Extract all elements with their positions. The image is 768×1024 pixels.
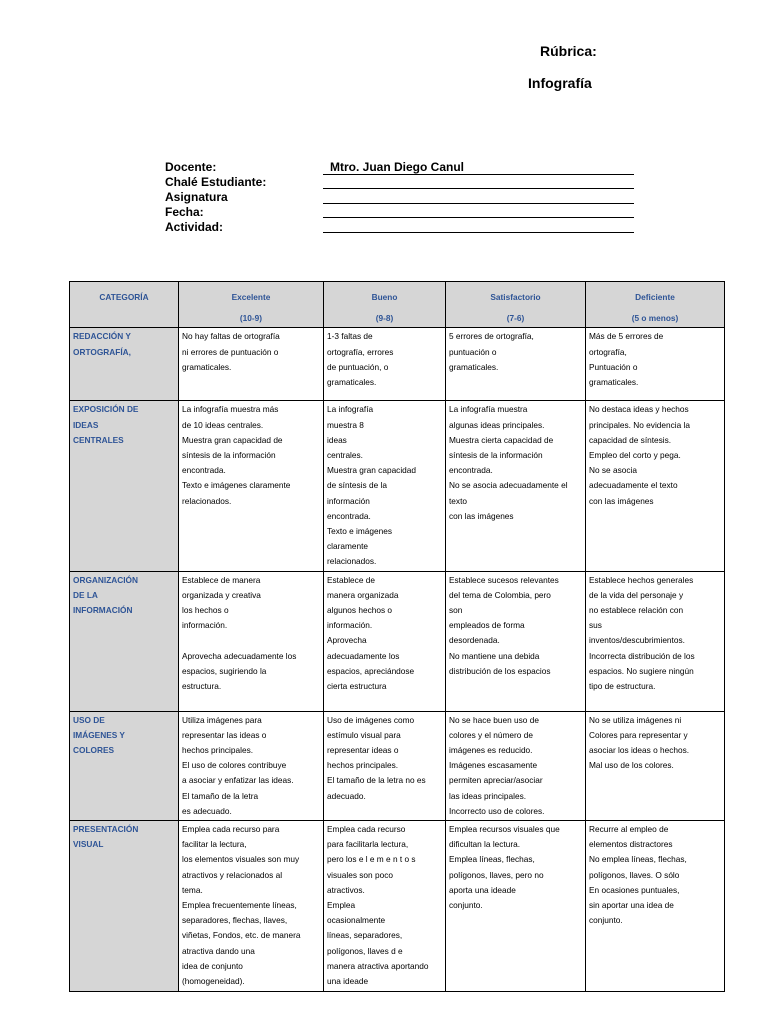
criteria-line: polígonos, llaves. O sólo xyxy=(589,869,680,880)
criteria-cell-deficiente xyxy=(586,571,725,711)
criteria-line: Incorrecta distribución de los xyxy=(589,650,695,661)
criteria-line: del tema de Colombia, pero xyxy=(449,589,551,600)
criteria-line: Incorrecto uso de colores. xyxy=(449,805,545,816)
criteria-line: imágenes es reducido. xyxy=(449,745,533,756)
category-line: IDEAS xyxy=(73,419,99,430)
criteria-line: gramaticales. xyxy=(449,361,499,372)
criteria-line: pero los e l e m e n t o s xyxy=(327,854,416,865)
rubric-row xyxy=(70,328,725,401)
criteria-line: viñetas, Fondos, etc. de manera xyxy=(182,930,301,941)
criteria-line: algunos hechos o xyxy=(327,605,393,616)
criteria-line: Empleo del corto y pega. xyxy=(589,450,681,461)
criteria-line: asociar los ideas o hechos. xyxy=(589,745,690,756)
criteria-line: ni errores de puntuación o xyxy=(182,346,279,357)
criteria-line: Establece de xyxy=(327,574,375,585)
criteria-line: síntesis de la información xyxy=(182,450,276,461)
criteria-line: ocasionalmente xyxy=(327,915,386,926)
criteria-line: Muestra cierta capacidad de xyxy=(449,434,554,445)
criteria-line: información xyxy=(327,495,370,506)
category-line: INFORMACIÓN xyxy=(73,605,133,616)
criteria-cell-excelente xyxy=(179,401,324,571)
criteria-line: Emplea recursos visuales que xyxy=(449,824,560,835)
criteria-line: con las imágenes xyxy=(589,495,654,506)
rubric-table xyxy=(69,281,725,992)
criteria-cell-bueno xyxy=(324,711,446,820)
criteria-line: gramaticales. xyxy=(327,377,377,388)
criteria-line: sin aportar una idea de xyxy=(589,900,674,911)
rubric-row xyxy=(70,401,725,571)
criteria-line: No emplea líneas, flechas, xyxy=(589,854,687,865)
category-line: PRESENTACIÓN xyxy=(73,824,139,835)
criteria-line: En ocasiones puntuales, xyxy=(589,884,680,895)
criteria-cell-bueno xyxy=(324,571,446,711)
teacher-name: Mtro. Juan Diego Canul xyxy=(330,160,465,174)
criteria-line: distribución de los espacios xyxy=(449,665,551,676)
criteria-line: a asociar y enfatizar las ideas. xyxy=(182,775,294,786)
label-actividad: Actividad: xyxy=(165,220,224,234)
criteria-line: texto xyxy=(449,495,467,506)
criteria-cell-bueno xyxy=(324,821,446,992)
criteria-line: desordenada. xyxy=(449,635,500,646)
criteria-line: adecuadamente los xyxy=(327,650,400,661)
criteria-line: son xyxy=(449,605,463,616)
criteria-line: síntesis de la información xyxy=(449,450,543,461)
asignatura-line xyxy=(323,203,634,204)
criteria-cell-deficiente xyxy=(586,711,725,820)
criteria-line: atractivos y relacionados al xyxy=(182,869,283,880)
criteria-line: representar ideas o xyxy=(327,745,399,756)
category-line: USO DE xyxy=(73,714,105,725)
criteria-line: atractivos. xyxy=(327,884,365,895)
header-excelente: Excelente (10-9) xyxy=(179,282,324,328)
criteria-line: Emplea xyxy=(327,900,356,911)
criteria-line: puntuación o xyxy=(449,346,497,357)
label-fecha: Fecha: xyxy=(165,205,204,219)
criteria-line: elementos distractores xyxy=(589,839,673,850)
criteria-line: Aprovecha adecuadamente los xyxy=(182,650,297,661)
criteria-line: El tamaño de la letra no es xyxy=(327,775,426,786)
criteria-line: idea de conjunto xyxy=(182,960,243,971)
criteria-line: adecuado. xyxy=(327,790,366,801)
criteria-line xyxy=(182,633,320,648)
category-cell xyxy=(70,401,179,571)
criteria-line: de la vida del personaje y xyxy=(589,589,684,600)
criteria-cell-excelente xyxy=(179,711,324,820)
actividad-line xyxy=(323,232,634,233)
criteria-line: Emplea cada recurso para xyxy=(182,824,280,835)
criteria-cell-deficiente xyxy=(586,821,725,992)
criteria-line: representar las ideas o xyxy=(182,729,267,740)
category-line: COLORES xyxy=(73,745,115,756)
category-line: ORGANIZACIÓN xyxy=(73,574,138,585)
criteria-line: conjunto. xyxy=(449,900,483,911)
header-bueno: Bueno (9-8) xyxy=(324,282,446,328)
criteria-line: Texto e imágenes xyxy=(327,526,393,537)
criteria-cell-satisfactorio xyxy=(446,401,586,571)
rubric-row xyxy=(70,821,725,992)
criteria-line: ortografía, xyxy=(589,346,627,357)
criteria-line: Uso de imágenes como xyxy=(327,714,415,725)
criteria-line: Utiliza imágenes para xyxy=(182,714,262,725)
criteria-line: visuales son poco xyxy=(327,869,393,880)
criteria-line: ideas xyxy=(327,434,347,445)
criteria-line: Emplea frecuentemente líneas, xyxy=(182,900,297,911)
criteria-line: No se hace buen uso de xyxy=(449,714,539,725)
criteria-line: gramaticales. xyxy=(182,361,232,372)
criteria-line: Aprovecha xyxy=(327,635,367,646)
criteria-line: ortografía, errores xyxy=(327,346,394,357)
criteria-line: de 10 ideas centrales. xyxy=(182,419,264,430)
criteria-line: tema. xyxy=(182,884,203,895)
criteria-line: Mal uso de los colores. xyxy=(589,760,674,771)
rubric-row xyxy=(70,571,725,711)
criteria-line: Más de 5 errores de xyxy=(589,331,664,342)
criteria-line: líneas, separadores, xyxy=(327,930,403,941)
criteria-line: tipo de estructura. xyxy=(589,681,656,692)
header-satisfactorio: Satisfactorio (7-6) xyxy=(446,282,586,328)
category-line: IMÁGENES Y xyxy=(73,729,125,740)
criteria-cell-excelente xyxy=(179,571,324,711)
criteria-line: Establece sucesos relevantes xyxy=(449,574,559,585)
category-cell xyxy=(70,328,179,401)
criteria-line: hechos principales. xyxy=(182,745,254,756)
criteria-line: los hechos o xyxy=(182,605,229,616)
criteria-line: hechos principales. xyxy=(327,760,399,771)
criteria-line: No hay faltas de ortografía xyxy=(182,331,280,342)
criteria-line: para facilitarla lectura, xyxy=(327,839,409,850)
criteria-line: una ideade xyxy=(327,976,369,987)
criteria-cell-bueno xyxy=(324,401,446,571)
criteria-line: Establece hechos generales xyxy=(589,574,694,585)
criteria-line: colores y el número de xyxy=(449,729,533,740)
criteria-line: atractiva dando una xyxy=(182,945,255,956)
label-estudiante: Chalé Estudiante: xyxy=(165,175,267,189)
header-row xyxy=(70,282,725,328)
criteria-line: estructura. xyxy=(182,681,222,692)
criteria-line: inventos/descubrimientos. xyxy=(589,635,685,646)
criteria-line: 5 errores de ortografía, xyxy=(449,331,534,342)
criteria-cell-deficiente xyxy=(586,401,725,571)
criteria-line: conjunto. xyxy=(589,915,623,926)
header-deficiente: Deficiente (5 o menos) xyxy=(586,282,725,328)
criteria-line: encontrada. xyxy=(327,510,371,521)
criteria-cell-excelente xyxy=(179,328,324,401)
criteria-line: No destaca ideas y hechos xyxy=(589,404,689,415)
criteria-line: empleados de forma xyxy=(449,620,525,631)
category-line: ORTOGRAFÍA, xyxy=(73,346,131,357)
criteria-line: no establece relación con xyxy=(589,605,684,616)
docente-line xyxy=(323,174,634,175)
category-cell xyxy=(70,711,179,820)
criteria-line: manera atractiva aportando xyxy=(327,960,429,971)
criteria-line: Colores para representar y xyxy=(589,729,688,740)
criteria-line: Puntuación o xyxy=(589,361,638,372)
category-cell xyxy=(70,821,179,992)
criteria-cell-bueno xyxy=(324,328,446,401)
category-line: VISUAL xyxy=(73,839,104,850)
category-line: EXPOSICIÓN DE xyxy=(73,404,139,415)
criteria-line: dificultan la lectura. xyxy=(449,839,521,850)
criteria-line: cierta estructura xyxy=(327,681,387,692)
criteria-line: permiten apreciar/asociar xyxy=(449,775,543,786)
criteria-line: estímulo visual para xyxy=(327,729,401,740)
category-line: REDACCIÓN Y xyxy=(73,331,131,342)
criteria-line: centrales. xyxy=(327,450,363,461)
form-labels xyxy=(165,160,266,235)
criteria-line: Imágenes escasamente xyxy=(449,760,538,771)
label-docente: Docente: xyxy=(165,160,217,174)
criteria-line: muestra 8 xyxy=(327,419,364,430)
criteria-line: No se asocia xyxy=(589,465,637,476)
criteria-line: espacios, apreciándose xyxy=(327,665,415,676)
criteria-cell-satisfactorio xyxy=(446,571,586,711)
criteria-line: polígonos, llaves, pero no xyxy=(449,869,544,880)
criteria-line: principales. No evidencia la xyxy=(589,419,691,430)
criteria-line: La infografía muestra xyxy=(449,404,528,415)
criteria-cell-excelente xyxy=(179,821,324,992)
criteria-line: manera organizada xyxy=(327,589,399,600)
criteria-line: espacios. No sugiere ningún xyxy=(589,665,694,676)
label-asignatura: Asignatura xyxy=(165,190,228,204)
criteria-line: de síntesis de la xyxy=(327,480,387,491)
fecha-line xyxy=(323,217,634,218)
criteria-cell-deficiente xyxy=(586,328,725,401)
criteria-line: aporta una ideade xyxy=(449,884,516,895)
criteria-cell-satisfactorio xyxy=(446,328,586,401)
criteria-line: adecuadamente el texto xyxy=(589,480,678,491)
criteria-line: algunas ideas principales. xyxy=(449,419,545,430)
criteria-line: Muestra gran capacidad de xyxy=(182,434,283,445)
criteria-line: 1-3 faltas de xyxy=(327,331,373,342)
criteria-line: Muestra gran capacidad xyxy=(327,465,417,476)
criteria-line: No mantiene una debida xyxy=(449,650,540,661)
category-line: CENTRALES xyxy=(73,434,124,445)
criteria-line: facilitar la lectura, xyxy=(182,839,247,850)
criteria-line: información. xyxy=(327,620,373,631)
criteria-line: es adecuado. xyxy=(182,805,232,816)
criteria-line: información. xyxy=(182,620,228,631)
criteria-line: relacionados. xyxy=(327,556,377,567)
rubric-row xyxy=(70,711,725,820)
criteria-line: los elementos visuales son muy xyxy=(182,854,300,865)
criteria-line: espacios, sugiriendo la xyxy=(182,665,267,676)
criteria-cell-satisfactorio xyxy=(446,711,586,820)
criteria-line: gramaticales. xyxy=(589,377,639,388)
criteria-line: con las imágenes xyxy=(449,510,514,521)
criteria-line: (homogeneidad). xyxy=(182,976,245,987)
criteria-line: Recurre al empleo de xyxy=(589,824,669,835)
criteria-line: Establece de manera xyxy=(182,574,261,585)
document-subtitle: Infografía xyxy=(528,75,592,91)
document-title: Rúbrica: xyxy=(540,43,597,59)
criteria-line: Emplea líneas, flechas, xyxy=(449,854,535,865)
criteria-line: No se asocia adecuadamente el xyxy=(449,480,568,491)
criteria-line: claramente xyxy=(327,541,369,552)
criteria-line: La infografía muestra más xyxy=(182,404,279,415)
criteria-line: Emplea cada recurso xyxy=(327,824,406,835)
criteria-line: organizada y creativa xyxy=(182,589,261,600)
estudiante-line xyxy=(323,188,634,189)
criteria-line: El tamaño de la letra xyxy=(182,790,259,801)
criteria-line: El uso de colores contribuye xyxy=(182,760,287,771)
criteria-line: polígonos, llaves d e xyxy=(327,945,403,956)
criteria-line: La infografía xyxy=(327,404,374,415)
criteria-line: encontrada. xyxy=(449,465,493,476)
criteria-line: relacionados. xyxy=(182,495,232,506)
criteria-line: Texto e imágenes claramente xyxy=(182,480,291,491)
criteria-line: de puntuación, o xyxy=(327,361,389,372)
header-categoria: CATEGORÍA xyxy=(70,282,179,328)
criteria-line: encontrada. xyxy=(182,465,226,476)
category-cell xyxy=(70,571,179,711)
criteria-line: separadores, flechas, llaves, xyxy=(182,915,288,926)
criteria-line: No se utiliza imágenes ni xyxy=(589,714,682,725)
criteria-cell-satisfactorio xyxy=(446,821,586,992)
criteria-line: las ideas principales. xyxy=(449,790,527,801)
criteria-line: capacidad de síntesis. xyxy=(589,434,672,445)
category-line: DE LA xyxy=(73,589,98,600)
criteria-line: sus xyxy=(589,620,602,631)
